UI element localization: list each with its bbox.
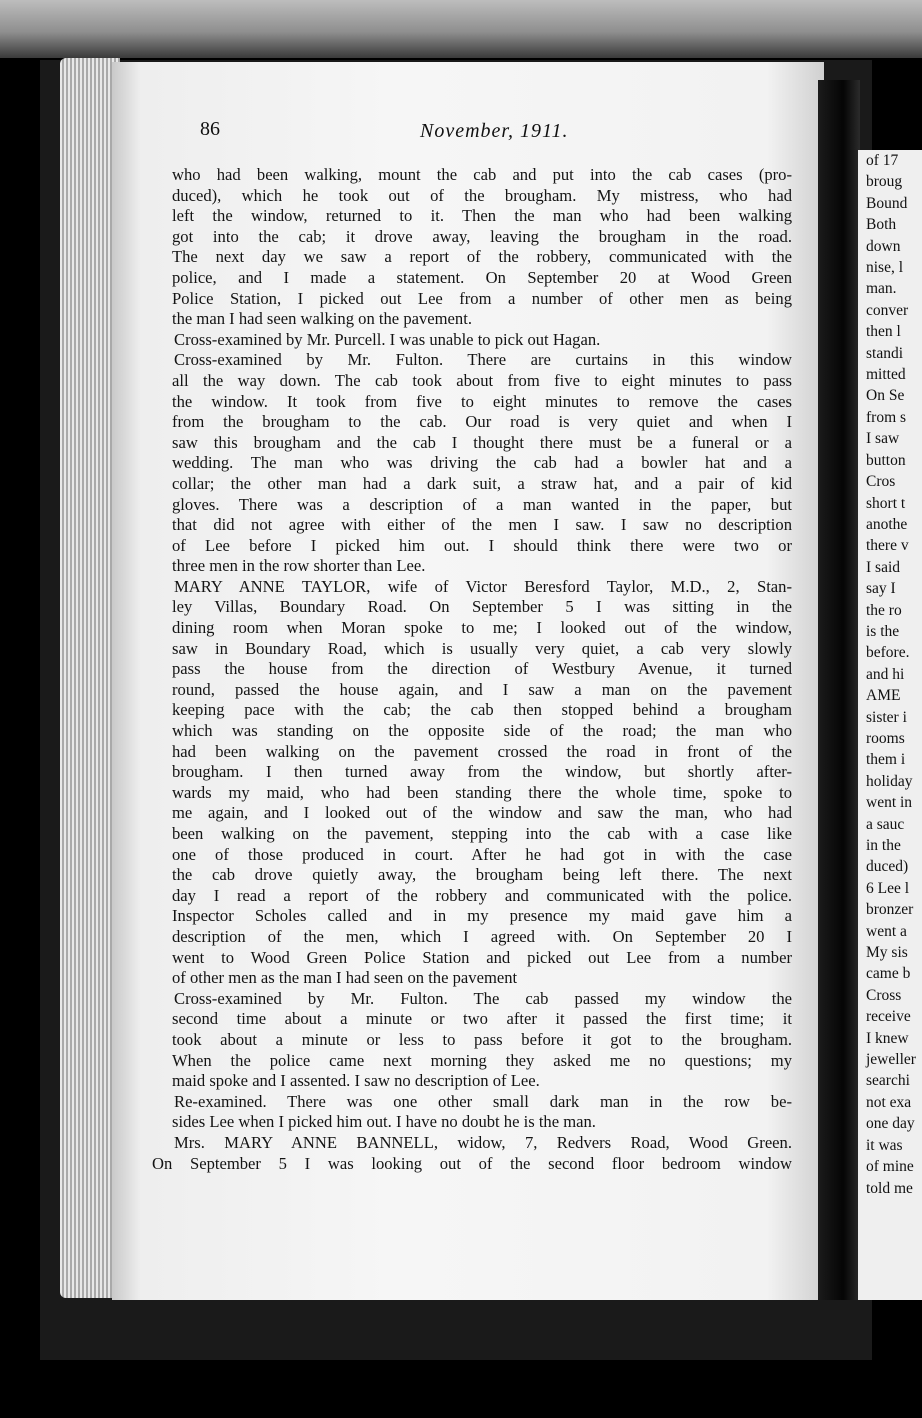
right-page-line: say I xyxy=(866,580,896,598)
right-page-line: holiday xyxy=(866,772,913,790)
text-line: Police Station, I picked out Lee from a number of other men as being xyxy=(172,288,792,308)
text-line: pass the house from the direction of Westbury Avenue, it turned xyxy=(172,659,792,679)
text-line: description of the men, which I agreed with. On September 20 I xyxy=(172,926,792,946)
right-page-line: of mine xyxy=(866,1158,914,1176)
right-page-line: it was xyxy=(866,1136,903,1154)
right-page-line: Cross xyxy=(866,986,902,1004)
right-page-line: there v xyxy=(866,537,909,555)
text-line: took about a minute or less to pass before it got to the brougham. xyxy=(172,1029,792,1049)
text-line: day I read a report of the robbery and communicated with the police. xyxy=(172,885,792,905)
right-page-line: one day xyxy=(866,1115,915,1133)
right-page-line: Cros xyxy=(866,473,896,491)
text-line: brougham. I then turned away from the window, but shortly after- xyxy=(172,762,792,782)
right-page-fragment xyxy=(858,150,922,1300)
text-line: saw in Boundary Road, which is usually very quiet, a cab very slowly xyxy=(172,638,792,658)
right-page-line: man. xyxy=(866,280,897,298)
text-line: three men in the row shorter than Lee. xyxy=(172,556,426,576)
text-line: Re-examined. There was one other small dark man in the row be- xyxy=(174,1091,792,1111)
text-line: police, and I made a statement. On September 20 at Wood Green xyxy=(172,267,792,287)
right-page-line: from s xyxy=(866,408,907,426)
right-page-line: told me xyxy=(866,1179,913,1197)
text-line: been walking on the pavement, stepping into the cab with a case like xyxy=(172,824,792,843)
right-page-line: short t xyxy=(866,494,906,512)
right-page-line: On Se xyxy=(866,387,905,405)
right-page-line: Both xyxy=(866,216,897,234)
text-line: the man I had seen walking on the pavement. xyxy=(172,309,472,329)
right-page-line: is the xyxy=(866,622,900,640)
text-line: all the way down. The cab took about from five to eight minutes to pass xyxy=(172,370,792,390)
right-page-line: conver xyxy=(866,301,909,319)
right-page-line: in the xyxy=(866,837,901,854)
text-line: left the window, returned to it. Then the man who had been walking xyxy=(172,206,792,226)
right-page-line: anothe xyxy=(866,515,908,533)
right-page-line: bronzer xyxy=(866,901,914,919)
text-line: from the brougham to the cab. Our road is very quiet and when I xyxy=(172,412,792,432)
right-page-line: nise, l xyxy=(866,259,904,277)
text-line: the window. It took from five to eight minutes to remove the cases xyxy=(172,391,792,411)
text-line: MARY ANNE TAYLOR, wife of Victor Beresford Taylor, M.D., 2, Stan- xyxy=(174,576,792,596)
right-page-line: the ro xyxy=(866,601,902,619)
page-title: November, 1911. xyxy=(420,120,569,142)
text-line: one of those produced in court. After he had got in with the case xyxy=(172,844,792,864)
text-line: keeping pace with the cab; the cab then stopped behind a brougham xyxy=(172,700,792,720)
text-line: me again, and I looked out of the window and saw the man, who had xyxy=(172,803,792,823)
right-page-line: Bound xyxy=(866,194,908,212)
right-page-line: rooms xyxy=(866,729,905,747)
text-line: collar; the other man had a dark suit, a straw hat, and a pair of kid xyxy=(172,473,792,493)
text-line: The next day we saw a report of the robbery, communicated with the xyxy=(172,247,792,267)
text-line: had been walking on the pavement crossed the road in front of the xyxy=(172,741,792,761)
right-page-line: jeweller xyxy=(866,1051,916,1069)
text-line: round, passed the house again, and I saw a man on the pavement xyxy=(172,679,792,699)
right-page-line: sister i xyxy=(866,708,907,726)
right-page-line: My sis xyxy=(866,944,908,962)
right-page-line: I knew xyxy=(866,1029,909,1047)
text-line: second time about a minute or two after it passed the first time; it xyxy=(172,1009,792,1029)
right-page-line: 6 Lee l xyxy=(866,879,910,897)
right-page-line: of 17 xyxy=(866,152,899,169)
text-line: Mrs. MARY ANNE BANNELL, widow, 7, Redvers Road, Wood Green. xyxy=(174,1132,792,1152)
right-page-line: I said xyxy=(866,558,901,576)
text-line: went to Wood Green Police Station and picked out Lee from a number xyxy=(172,947,792,967)
text-line: sides Lee when I picked him out. I have no doubt he is the man. xyxy=(172,1112,596,1132)
right-page-line: receive xyxy=(866,1008,911,1026)
text-line: On September 5 I was looking out of the second floor bedroom window xyxy=(152,1153,792,1173)
text-line: ley Villas, Boundary Road. On September 5 I was sitting in the xyxy=(172,597,792,617)
page-number: 86 xyxy=(200,118,220,140)
right-page-line: down xyxy=(866,237,901,255)
text-line: saw this brougham and the cab I thought there must be a funeral or a xyxy=(172,432,792,452)
text-line: wards my maid, who had been standing there the whole time, spoke to xyxy=(172,782,792,802)
right-page-line: mitted xyxy=(866,366,906,384)
text-line: Cross-examined by Mr. Fulton. There are curtains in this window xyxy=(174,350,792,370)
text-line: duced), which he took out of the brougham. My mistress, who had xyxy=(172,185,792,205)
right-page-line: before. xyxy=(866,644,910,662)
right-page-line: broug xyxy=(866,173,903,191)
text-line: gloves. There was a description of a man wanted in the paper, but xyxy=(172,494,792,514)
right-page-line: not exa xyxy=(866,1093,912,1111)
text-line: wedding. The man who was driving the cab had a bowler hat and a xyxy=(172,453,792,473)
right-page-line: and hi xyxy=(866,665,905,683)
text-line: got into the cab; it drove away, leaving the brougham in the road. xyxy=(172,226,792,246)
right-page-line: I saw xyxy=(866,430,900,448)
right-page-line: standi xyxy=(866,344,904,362)
text-line: who had been walking, mount the cab and put into the cab cases (pro- xyxy=(172,165,792,184)
text-line: which was standing on the opposite side of the road; the man who xyxy=(172,721,792,741)
text-line: of other men as the man I had seen on the pavement xyxy=(172,968,518,988)
text-line: maid spoke and I assented. I saw no description of Lee. xyxy=(172,1071,540,1091)
text-line: of Lee before I picked him out. I should think there were two or xyxy=(172,535,792,555)
scan-background-top xyxy=(0,0,922,58)
text-line: When the police came next morning they asked me no questions; my xyxy=(172,1050,792,1070)
text-line: Inspector Scholes called and in my presence my maid gave him a xyxy=(172,906,792,926)
text-line: that did not agree with either of the men I saw. I saw no description xyxy=(172,515,792,535)
book-gutter xyxy=(818,80,860,1300)
text-line: Cross-examined by Mr. Fulton. The cab passed my window the xyxy=(174,988,792,1008)
right-page-line: button xyxy=(866,451,906,469)
right-page-line: duced) xyxy=(866,858,909,876)
text-line: dining room when Moran spoke to me; I looked out of the window, xyxy=(172,618,792,638)
text-line: Cross-examined by Mr. Purcell. I was unable to pick out Hagan. xyxy=(174,329,601,349)
right-page-line: then l xyxy=(866,323,901,341)
right-page-line: searchi xyxy=(866,1072,910,1090)
page-header xyxy=(200,118,800,148)
right-page-line: went in xyxy=(866,794,913,812)
page-edges xyxy=(60,58,120,1298)
right-page-line: them i xyxy=(866,751,906,769)
body-text xyxy=(152,165,792,1174)
right-page-line: went a xyxy=(866,922,907,940)
right-page-line: AME xyxy=(866,687,901,705)
right-page-line: a sauc xyxy=(866,815,905,833)
text-line: the cab drove quietly away, the brougham being left there. The next xyxy=(172,865,792,885)
right-page-line: came b xyxy=(866,965,911,983)
